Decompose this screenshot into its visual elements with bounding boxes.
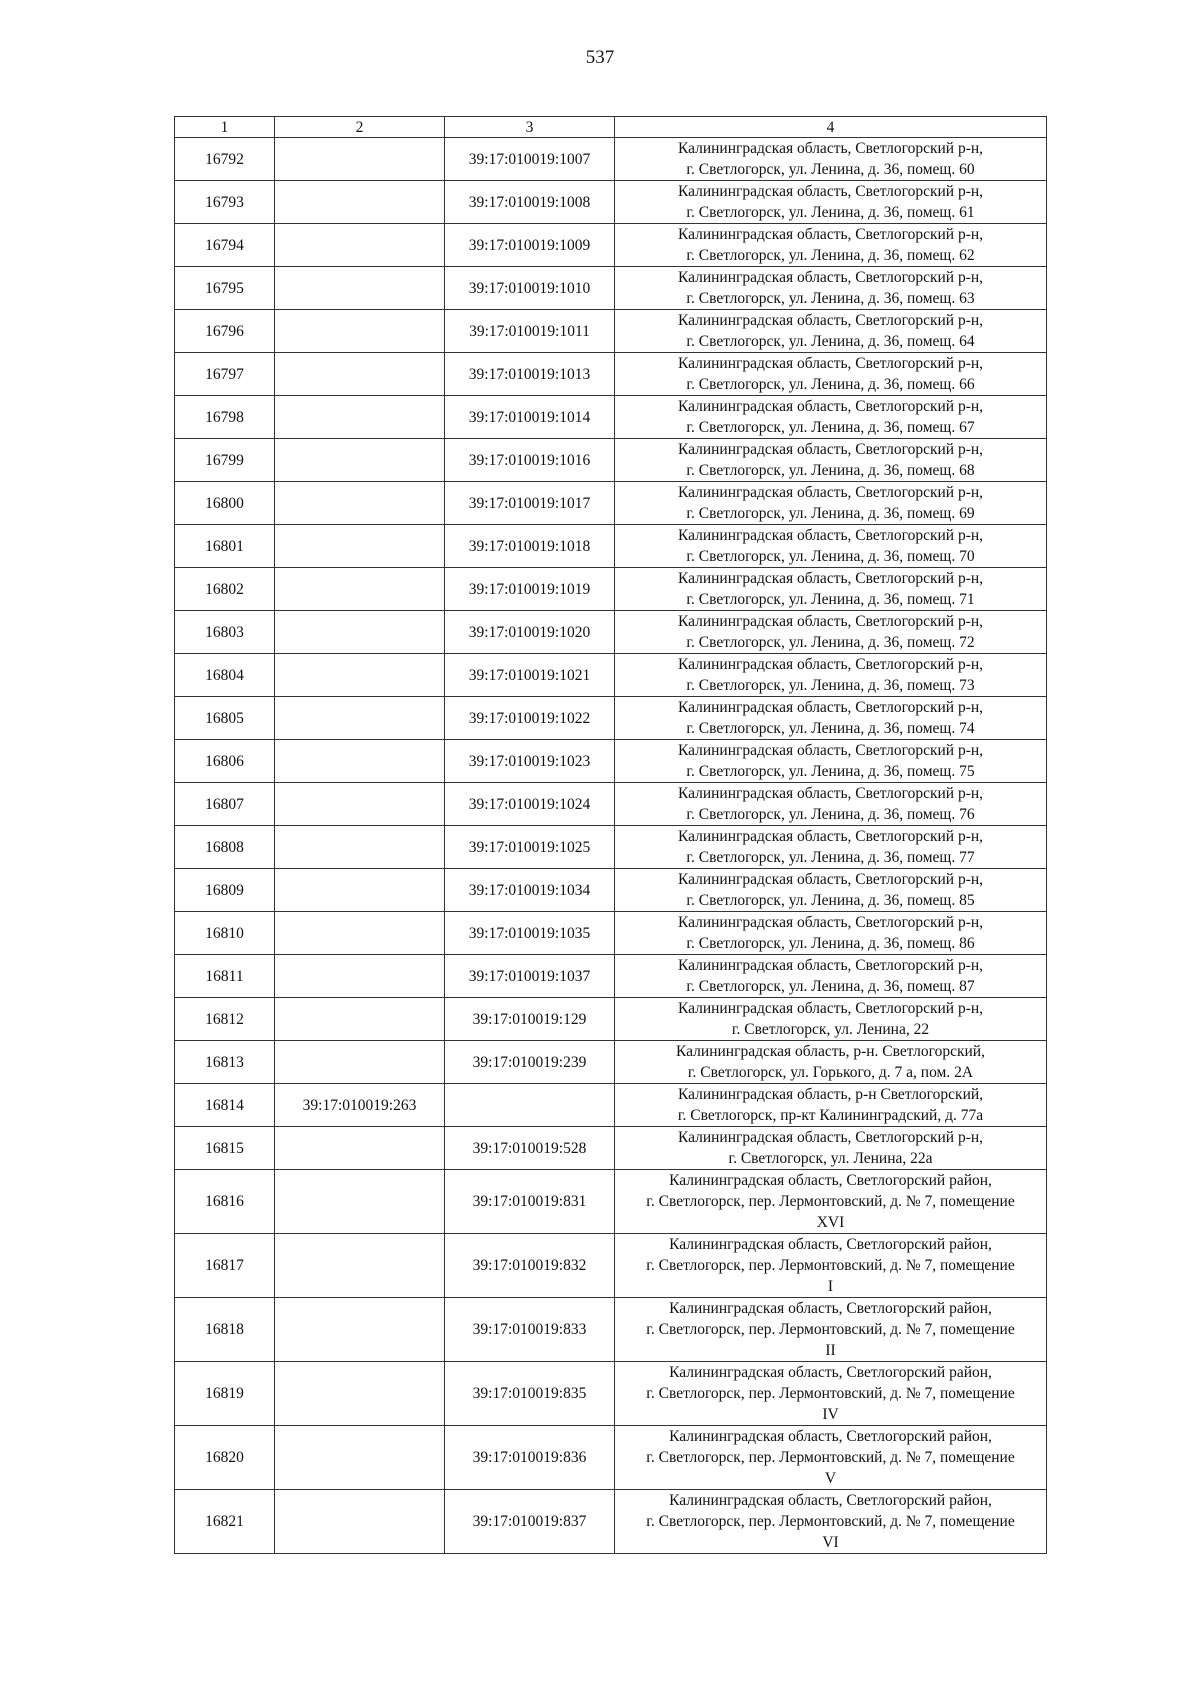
address-line: г. Светлогорск, пер. Лермонтовский, д. № 7, помещение xyxy=(646,1513,1015,1530)
address-line: г. Светлогорск, ул. Ленина, д. 36, помещ. 75 xyxy=(686,763,975,780)
address-line: г. Светлогорск, ул. Ленина, д. 36, помещ. 86 xyxy=(686,935,975,952)
address-line: Калининградская область, Светлогорский р-н, xyxy=(677,828,984,845)
row-number-cell: 16798 xyxy=(175,396,275,439)
address-cell xyxy=(615,1298,1047,1362)
address-line: Калининградская область, Светлогорский р-н, xyxy=(677,742,984,759)
row-number-cell: 16809 xyxy=(175,869,275,912)
cadastral-parent-cell xyxy=(275,482,445,525)
address-line: Калининградская область, Светлогорский район, xyxy=(669,1364,992,1381)
cadastral-parent-cell xyxy=(275,353,445,396)
address-line: г. Светлогорск, ул. Ленина, д. 36, помещ. 76 xyxy=(686,806,975,823)
address-cell xyxy=(615,783,1047,826)
cadastral-number-cell: 39:17:010019:1037 xyxy=(445,955,615,998)
address-line: г. Светлогорск, ул. Ленина, д. 36, помещ. 64 xyxy=(686,333,975,350)
row-number-cell: 16802 xyxy=(175,568,275,611)
address-line: Калининградская область, Светлогорский р-н, xyxy=(677,957,984,974)
row-number-cell: 16795 xyxy=(175,267,275,310)
address-line: г. Светлогорск, ул. Ленина, 22 xyxy=(731,1021,930,1038)
address-line: г. Светлогорск, ул. Ленина, д. 36, помещ. 71 xyxy=(686,591,975,608)
address-cell xyxy=(615,912,1047,955)
cadastral-number-cell: 39:17:010019:1023 xyxy=(445,740,615,783)
table-row xyxy=(175,998,1047,1041)
page-number: 537 xyxy=(585,47,615,68)
address-line: г. Светлогорск, ул. Ленина, д. 36, помещ. 70 xyxy=(686,548,975,565)
cadastral-number-cell: 39:17:010019:1013 xyxy=(445,353,615,396)
address-cell xyxy=(615,224,1047,267)
cadastral-number-cell: 39:17:010019:832 xyxy=(445,1234,615,1298)
column-header: 2 xyxy=(275,117,445,138)
address-cell xyxy=(615,611,1047,654)
address-line: Калининградская область, р-н Светлогорский, xyxy=(677,1086,984,1103)
row-number-cell: 16817 xyxy=(175,1234,275,1298)
address-cell xyxy=(615,396,1047,439)
address-cell xyxy=(615,654,1047,697)
row-number-cell: 16807 xyxy=(175,783,275,826)
cadastral-parent-cell xyxy=(275,783,445,826)
table-row xyxy=(175,955,1047,998)
address-line: г. Светлогорск, ул. Ленина, д. 36, помещ. 66 xyxy=(686,376,975,393)
address-line: Калининградская область, Светлогорский р-н, xyxy=(677,699,984,716)
address-cell xyxy=(615,1084,1047,1127)
address-line: XVI xyxy=(816,1214,845,1231)
row-number-cell: 16808 xyxy=(175,826,275,869)
cadastral-number-cell: 39:17:010019:1007 xyxy=(445,138,615,181)
row-number-cell: 16796 xyxy=(175,310,275,353)
address-line: Калининградская область, Светлогорский р-н, xyxy=(677,1000,984,1017)
address-cell xyxy=(615,740,1047,783)
table-row xyxy=(175,525,1047,568)
row-number-cell: 16792 xyxy=(175,138,275,181)
address-cell xyxy=(615,138,1047,181)
cadastral-parent-cell xyxy=(275,740,445,783)
address-line: IV xyxy=(822,1406,839,1423)
address-line: Калининградская область, Светлогорский р-н, xyxy=(677,656,984,673)
address-cell xyxy=(615,482,1047,525)
column-header: 3 xyxy=(445,117,615,138)
address-line: г. Светлогорск, пер. Лермонтовский, д. № 7, помещение xyxy=(646,1257,1015,1274)
address-line: г. Светлогорск, ул. Ленина, д. 36, помещ. 61 xyxy=(686,204,975,221)
cadastral-number-cell xyxy=(445,1084,615,1127)
address-cell xyxy=(615,1426,1047,1490)
address-cell xyxy=(615,1362,1047,1426)
address-line: Калининградская область, Светлогорский р-н, xyxy=(677,312,984,329)
row-number-cell: 16794 xyxy=(175,224,275,267)
address-line: Калининградская область, р-н. Светлогорский, xyxy=(676,1043,985,1060)
row-number-cell: 16799 xyxy=(175,439,275,482)
address-cell xyxy=(615,998,1047,1041)
table-row xyxy=(175,482,1047,525)
row-number-cell: 16804 xyxy=(175,654,275,697)
row-number-cell: 16820 xyxy=(175,1426,275,1490)
cadastral-parent-cell xyxy=(275,181,445,224)
cadastral-number-cell: 39:17:010019:837 xyxy=(445,1490,615,1554)
address-cell xyxy=(615,1170,1047,1234)
address-cell xyxy=(615,1234,1047,1298)
table-row xyxy=(175,654,1047,697)
address-line: г. Светлогорск, ул. Горького, д. 7 а, пом. 2А xyxy=(687,1064,974,1081)
cadastral-number-cell: 39:17:010019:239 xyxy=(445,1041,615,1084)
address-line: Калининградская область, Светлогорский р-н, xyxy=(677,484,984,501)
cadastral-parent-cell xyxy=(275,138,445,181)
address-line: Калининградская область, Светлогорский район, xyxy=(669,1492,992,1509)
address-line: г. Светлогорск, ул. Ленина, д. 36, помещ. 85 xyxy=(686,892,975,909)
address-line: VI xyxy=(822,1534,839,1551)
row-number-cell: 16818 xyxy=(175,1298,275,1362)
address-line: Калининградская область, Светлогорский р-н, xyxy=(677,871,984,888)
address-line: г. Светлогорск, ул. Ленина, д. 36, помещ. 60 xyxy=(686,161,975,178)
table-row xyxy=(175,697,1047,740)
table-row xyxy=(175,869,1047,912)
cadastral-parent-cell xyxy=(275,1170,445,1234)
cadastral-number-cell: 39:17:010019:129 xyxy=(445,998,615,1041)
cadastral-parent-cell xyxy=(275,1041,445,1084)
address-line: Калининградская область, Светлогорский р-н, xyxy=(677,183,984,200)
cadastral-parent-cell xyxy=(275,568,445,611)
address-cell xyxy=(615,267,1047,310)
address-line: г. Светлогорск, пр-кт Калининградский, д. 77а xyxy=(677,1107,984,1124)
address-line: Калининградская область, Светлогорский район, xyxy=(669,1172,992,1189)
cadastral-parent-cell xyxy=(275,525,445,568)
address-cell xyxy=(615,525,1047,568)
address-line: г. Светлогорск, ул. Ленина, д. 36, помещ. 63 xyxy=(686,290,975,307)
property-table xyxy=(174,116,1047,1554)
cadastral-parent-cell xyxy=(275,310,445,353)
cadastral-parent-cell xyxy=(275,869,445,912)
cadastral-parent-cell xyxy=(275,998,445,1041)
cadastral-number-cell: 39:17:010019:831 xyxy=(445,1170,615,1234)
address-line: Калининградская область, Светлогорский р-н, xyxy=(677,441,984,458)
address-line: Калининградская область, Светлогорский р-н, xyxy=(677,570,984,587)
cadastral-number-cell: 39:17:010019:1010 xyxy=(445,267,615,310)
address-cell xyxy=(615,353,1047,396)
address-line: г. Светлогорск, пер. Лермонтовский, д. № 7, помещение xyxy=(646,1385,1015,1402)
cadastral-number-cell: 39:17:010019:1008 xyxy=(445,181,615,224)
cadastral-parent-cell xyxy=(275,826,445,869)
table-row xyxy=(175,1298,1047,1362)
table-row xyxy=(175,1362,1047,1426)
table-row xyxy=(175,1170,1047,1234)
table-row xyxy=(175,1084,1047,1127)
row-number-cell: 16815 xyxy=(175,1127,275,1170)
table-row xyxy=(175,1490,1047,1554)
column-header-row xyxy=(175,117,1047,138)
address-line: г. Светлогорск, ул. Ленина, д. 36, помещ. 69 xyxy=(686,505,975,522)
address-line: г. Светлогорск, пер. Лермонтовский, д. № 7, помещение xyxy=(646,1449,1015,1466)
cadastral-parent-cell xyxy=(275,1298,445,1362)
address-line: Калининградская область, Светлогорский район, xyxy=(669,1236,992,1253)
address-line: г. Светлогорск, ул. Ленина, д. 36, помещ. 72 xyxy=(686,634,975,651)
address-line: Калининградская область, Светлогорский район, xyxy=(669,1300,992,1317)
table-row xyxy=(175,826,1047,869)
column-header: 1 xyxy=(175,117,275,138)
table-row xyxy=(175,396,1047,439)
row-number-cell: 16811 xyxy=(175,955,275,998)
cadastral-number-cell: 39:17:010019:1020 xyxy=(445,611,615,654)
row-number-cell: 16805 xyxy=(175,697,275,740)
cadastral-number-cell: 39:17:010019:1014 xyxy=(445,396,615,439)
row-number-cell: 16816 xyxy=(175,1170,275,1234)
cadastral-number-cell: 39:17:010019:1021 xyxy=(445,654,615,697)
row-number-cell: 16814 xyxy=(175,1084,275,1127)
address-line: Калининградская область, Светлогорский р-н, xyxy=(677,1129,984,1146)
address-line: Калининградская область, Светлогорский р-н, xyxy=(677,226,984,243)
table-row xyxy=(175,1426,1047,1490)
cadastral-parent-cell xyxy=(275,396,445,439)
address-line: г. Светлогорск, ул. Ленина, д. 36, помещ. 73 xyxy=(686,677,975,694)
cadastral-parent-cell xyxy=(275,439,445,482)
cadastral-number-cell: 39:17:010019:528 xyxy=(445,1127,615,1170)
cadastral-parent-cell xyxy=(275,1426,445,1490)
address-line: Калининградская область, Светлогорский р-н, xyxy=(677,914,984,931)
address-line: Калининградская область, Светлогорский р-н, xyxy=(677,527,984,544)
address-line: г. Светлогорск, ул. Ленина, д. 36, помещ. 62 xyxy=(686,247,975,264)
row-number-cell: 16813 xyxy=(175,1041,275,1084)
address-cell xyxy=(615,181,1047,224)
table-row xyxy=(175,1127,1047,1170)
cadastral-number-cell: 39:17:010019:835 xyxy=(445,1362,615,1426)
address-line: Калининградская область, Светлогорский р-н, xyxy=(677,613,984,630)
cadastral-number-cell: 39:17:010019:1019 xyxy=(445,568,615,611)
cadastral-number-cell: 39:17:010019:1024 xyxy=(445,783,615,826)
row-number-cell: 16812 xyxy=(175,998,275,1041)
address-line: Калининградская область, Светлогорский р-н, xyxy=(677,140,984,157)
address-line: Калининградская область, Светлогорский р-н, xyxy=(677,398,984,415)
table-row xyxy=(175,439,1047,482)
address-line: V xyxy=(824,1470,837,1487)
cadastral-number-cell: 39:17:010019:1035 xyxy=(445,912,615,955)
cadastral-parent-cell xyxy=(275,912,445,955)
address-cell xyxy=(615,869,1047,912)
table-row xyxy=(175,181,1047,224)
table-row xyxy=(175,138,1047,181)
row-number-cell: 16803 xyxy=(175,611,275,654)
cadastral-number-cell: 39:17:010019:1009 xyxy=(445,224,615,267)
table-row xyxy=(175,783,1047,826)
cadastral-parent-cell xyxy=(275,1127,445,1170)
address-cell xyxy=(615,955,1047,998)
address-line: г. Светлогорск, пер. Лермонтовский, д. № 7, помещение xyxy=(646,1321,1015,1338)
row-number-cell: 16806 xyxy=(175,740,275,783)
table-row xyxy=(175,912,1047,955)
address-line: I xyxy=(827,1278,834,1295)
row-number-cell: 16819 xyxy=(175,1362,275,1426)
address-line: г. Светлогорск, ул. Ленина, д. 36, помещ. 74 xyxy=(686,720,975,737)
table-row xyxy=(175,353,1047,396)
cadastral-parent-cell xyxy=(275,224,445,267)
column-header: 4 xyxy=(615,117,1047,138)
cadastral-number-cell: 39:17:010019:1022 xyxy=(445,697,615,740)
cadastral-number-cell: 39:17:010019:1017 xyxy=(445,482,615,525)
address-line: II xyxy=(825,1342,836,1359)
row-number-cell: 16821 xyxy=(175,1490,275,1554)
cadastral-parent-cell xyxy=(275,654,445,697)
cadastral-parent-cell: 39:17:010019:263 xyxy=(275,1084,445,1127)
row-number-cell: 16810 xyxy=(175,912,275,955)
table-row xyxy=(175,1041,1047,1084)
table-row xyxy=(175,1234,1047,1298)
cadastral-number-cell: 39:17:010019:833 xyxy=(445,1298,615,1362)
cadastral-number-cell: 39:17:010019:836 xyxy=(445,1426,615,1490)
address-cell xyxy=(615,568,1047,611)
table-row xyxy=(175,568,1047,611)
cadastral-parent-cell xyxy=(275,611,445,654)
cadastral-number-cell: 39:17:010019:1025 xyxy=(445,826,615,869)
address-cell xyxy=(615,697,1047,740)
table-row xyxy=(175,611,1047,654)
table-row xyxy=(175,310,1047,353)
address-cell xyxy=(615,1490,1047,1554)
table-row xyxy=(175,224,1047,267)
cadastral-number-cell: 39:17:010019:1018 xyxy=(445,525,615,568)
cadastral-parent-cell xyxy=(275,1362,445,1426)
address-cell xyxy=(615,1041,1047,1084)
row-number-cell: 16801 xyxy=(175,525,275,568)
address-line: Калининградская область, Светлогорский р-н, xyxy=(677,355,984,372)
cadastral-parent-cell xyxy=(275,267,445,310)
address-line: г. Светлогорск, ул. Ленина, д. 36, помещ. 87 xyxy=(686,978,975,995)
table-row xyxy=(175,267,1047,310)
address-line: Калининградская область, Светлогорский р-н, xyxy=(677,785,984,802)
address-line: г. Светлогорск, ул. Ленина, 22а xyxy=(728,1150,933,1167)
row-number-cell: 16800 xyxy=(175,482,275,525)
address-line: г. Светлогорск, ул. Ленина, д. 36, помещ. 67 xyxy=(686,419,975,436)
address-line: г. Светлогорск, ул. Ленина, д. 36, помещ. 77 xyxy=(686,849,975,866)
cadastral-number-cell: 39:17:010019:1034 xyxy=(445,869,615,912)
row-number-cell: 16797 xyxy=(175,353,275,396)
cadastral-number-cell: 39:17:010019:1016 xyxy=(445,439,615,482)
address-cell xyxy=(615,826,1047,869)
cadastral-parent-cell xyxy=(275,1234,445,1298)
cadastral-parent-cell xyxy=(275,697,445,740)
cadastral-parent-cell xyxy=(275,1490,445,1554)
address-line: Калининградская область, Светлогорский р-н, xyxy=(677,269,984,286)
address-line: г. Светлогорск, ул. Ленина, д. 36, помещ. 68 xyxy=(686,462,975,479)
address-cell xyxy=(615,310,1047,353)
row-number-cell: 16793 xyxy=(175,181,275,224)
cadastral-number-cell: 39:17:010019:1011 xyxy=(445,310,615,353)
address-line: Калининградская область, Светлогорский район, xyxy=(669,1428,992,1445)
address-cell xyxy=(615,1127,1047,1170)
address-cell xyxy=(615,439,1047,482)
address-line: г. Светлогорск, пер. Лермонтовский, д. № 7, помещение xyxy=(646,1193,1015,1210)
table-row xyxy=(175,740,1047,783)
cadastral-parent-cell xyxy=(275,955,445,998)
